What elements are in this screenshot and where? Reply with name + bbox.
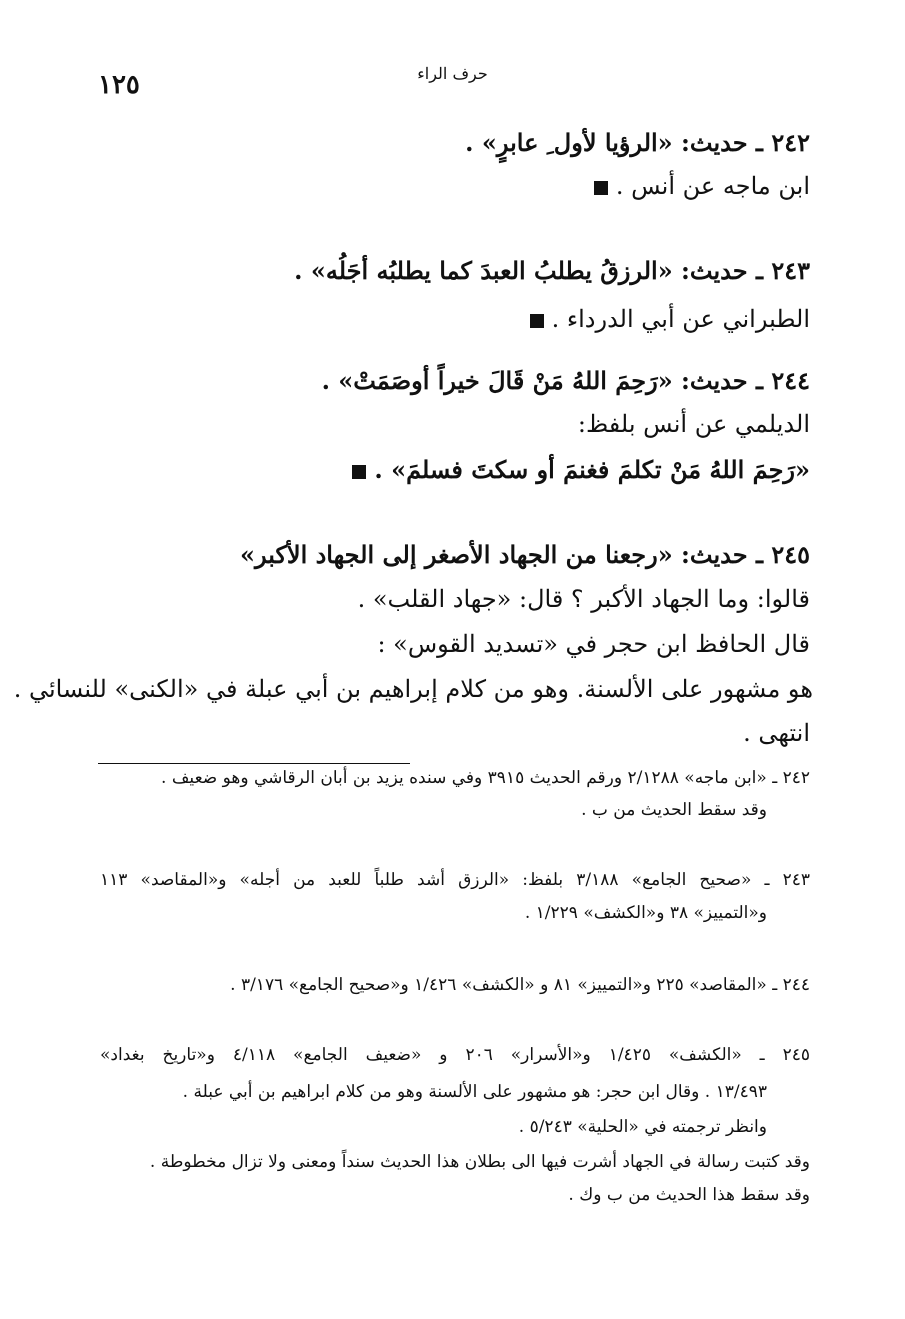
footnote-245-line-5: وقد سقط هذا الحديث من ب وك . (568, 1185, 810, 1205)
footnote-242-line-1: ٢٤٢ ـ «ابن ماجه» ٢/١٢٨٨ ورقم الحديث ٣٩١٥ وفي سنده يزيد بن أبان الرقاشي وهو ضعيف . (161, 768, 810, 788)
hadith-245-heading: ٢٤٥ ـ حديث: «رجعنا من الجهاد الأصغر إلى الجهاد الأكبر» (240, 540, 810, 569)
end-square-icon (594, 181, 608, 195)
footnote-242-line-2: وقد سقط الحديث من ب . (581, 800, 767, 820)
hadith-245-question: قالوا: وما الجهاد الأكبر ؟ قال: «جهاد القلب» . (357, 585, 810, 613)
hadith-244-wording: «رَحِمَ اللهُ مَنْ تكلمَ فغنمَ أو سكتَ فسلمَ» . (352, 455, 810, 484)
footnote-245-line-3: وانظر ترجمته في «الحلية» ٥/٢٤٣ . (518, 1117, 767, 1137)
end-square-icon (352, 465, 366, 479)
hadith-243-heading: ٢٤٣ ـ حديث: «الرزقُ يطلبُ العبدَ كما يطلبُه أجَلُه» . (294, 256, 810, 285)
footnote-separator (98, 763, 410, 764)
hadith-245-ibn-hajar: قال الحافظ ابن حجر في «تسديد القوس» : (377, 630, 810, 658)
hadith-242-heading: ٢٤٢ ـ حديث: «الرؤيا لأول ِ عابرٍ» . (465, 128, 810, 157)
hadith-243-source: الطبراني عن أبي الدرداء . (530, 305, 810, 333)
footnote-245-line-2: ١٣/٤٩٣ . وقال ابن حجر: هو مشهور على الألسنة وهو من كلام ابراهيم بن أبي عبلة . (182, 1082, 767, 1102)
hadith-245-end: انتهى . (743, 719, 810, 747)
footnote-245-line-4: وقد كتبت رسالة في الجهاد أشرت فيها الى بطلان هذا الحديث سنداً ومعنى ولا تزال مخطوطة . (149, 1152, 810, 1172)
footnote-243-line-1: ٢٤٣ ـ «صحيح الجامع» ٣/١٨٨ بلفظ: «الرزق أشد طلباً للعبد من أجله» و«المقاصد» ١١٣ (100, 870, 811, 890)
page-number: ١٢٥ (98, 70, 140, 100)
hadith-245-note: هو مشهور على الألسنة. وهو من كلام إبراهيم بن أبي عبلة في «الكنى» للنسائي . (13, 675, 813, 703)
footnote-243-line-2: و«التمييز» ٣٨ و«الكشف» ١/٢٢٩ . (524, 903, 767, 923)
running-title: حرف الراء (417, 64, 488, 83)
footnote-245-line-1: ٢٤٥ ـ «الكشف» ١/٤٢٥ و«الأسرار» ٢٠٦ و «ضعيف الجامع» ٤/١١٨ و«تاريخ بغداد» (100, 1045, 811, 1065)
end-square-icon (530, 314, 544, 328)
hadith-244-heading: ٢٤٤ ـ حديث: «رَحِمَ اللهُ مَنْ قَالَ خيراً أوصَمَتْ» . (321, 366, 810, 395)
hadith-244-source: الديلمي عن أنس بلفظ: (577, 410, 810, 438)
footnote-244-line-1: ٢٤٤ ـ «المقاصد» ٢٢٥ و«التمييز» ٨١ و «الكشف» ١/٤٢٦ و«صحيح الجامع» ٣/١٧٦ . (230, 975, 810, 995)
hadith-242-source: ابن ماجه عن أنس . (594, 172, 810, 200)
